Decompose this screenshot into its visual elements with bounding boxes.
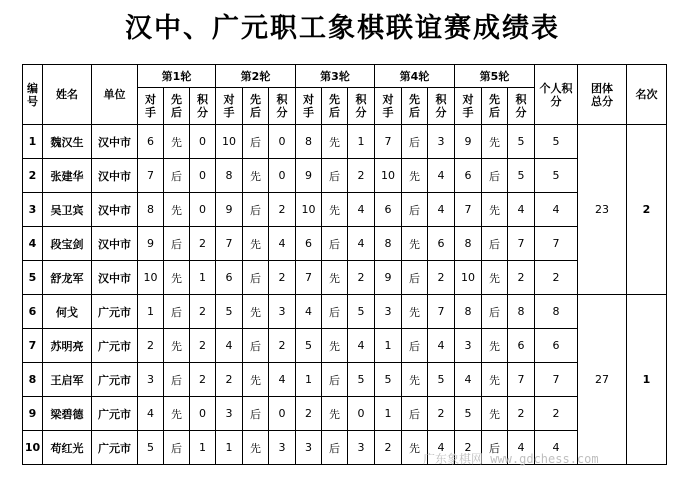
round-order: 后 xyxy=(164,295,190,329)
round-score: 2 xyxy=(508,397,535,431)
round-score: 2 xyxy=(190,227,216,261)
round-opponent: 9 xyxy=(375,261,402,295)
round-order: 先 xyxy=(322,193,348,227)
round-opponent: 10 xyxy=(138,261,164,295)
round-order: 先 xyxy=(322,261,348,295)
player-number: 6 xyxy=(23,295,43,329)
table-row xyxy=(23,329,667,363)
player-name: 梁碧德 xyxy=(43,397,92,431)
round-order: 后 xyxy=(402,193,428,227)
round-order: 先 xyxy=(164,193,190,227)
round-order: 先 xyxy=(243,363,269,397)
round-opponent: 8 xyxy=(216,159,243,193)
table-row xyxy=(23,295,667,329)
header-team: 团体总分 xyxy=(578,65,627,125)
round-score: 0 xyxy=(190,159,216,193)
round-score: 4 xyxy=(348,193,375,227)
round-score: 7 xyxy=(508,227,535,261)
round-opponent: 2 xyxy=(375,431,402,465)
player-unit: 汉中市 xyxy=(92,125,138,159)
round-opponent: 5 xyxy=(138,431,164,465)
round-opponent: 1 xyxy=(375,397,402,431)
header-score: 积分 xyxy=(269,88,296,125)
round-order: 先 xyxy=(243,295,269,329)
round-opponent: 5 xyxy=(216,295,243,329)
round-opponent: 7 xyxy=(375,125,402,159)
round-order: 后 xyxy=(322,431,348,465)
table-row xyxy=(23,159,667,193)
player-unit: 汉中市 xyxy=(92,227,138,261)
round-order: 后 xyxy=(164,431,190,465)
round-score: 6 xyxy=(428,227,455,261)
player-number: 5 xyxy=(23,261,43,295)
round-order: 先 xyxy=(482,397,508,431)
round-opponent: 3 xyxy=(296,431,322,465)
header-opp: 对手 xyxy=(138,88,164,125)
header-opp: 对手 xyxy=(296,88,322,125)
round-opponent: 8 xyxy=(296,125,322,159)
round-score: 4 xyxy=(428,193,455,227)
player-name: 苏明亮 xyxy=(43,329,92,363)
round-order: 后 xyxy=(402,397,428,431)
round-score: 2 xyxy=(428,261,455,295)
round-score: 2 xyxy=(190,363,216,397)
header-personal: 个人积分 xyxy=(535,65,578,125)
round-score: 3 xyxy=(428,125,455,159)
round-order: 先 xyxy=(322,329,348,363)
round-opponent: 4 xyxy=(296,295,322,329)
player-unit: 广元市 xyxy=(92,431,138,465)
round-score: 1 xyxy=(190,261,216,295)
round-opponent: 6 xyxy=(138,125,164,159)
round-opponent: 3 xyxy=(216,397,243,431)
round-score: 1 xyxy=(348,125,375,159)
round-order: 先 xyxy=(402,431,428,465)
header-round-1: 第1轮 xyxy=(138,65,216,88)
table-row xyxy=(23,227,667,261)
round-score: 5 xyxy=(428,363,455,397)
round-order: 先 xyxy=(243,159,269,193)
player-number: 8 xyxy=(23,363,43,397)
player-unit: 汉中市 xyxy=(92,159,138,193)
round-order: 后 xyxy=(243,193,269,227)
round-opponent: 4 xyxy=(216,329,243,363)
round-score: 4 xyxy=(348,329,375,363)
round-opponent: 10 xyxy=(455,261,482,295)
round-order: 后 xyxy=(482,431,508,465)
round-opponent: 3 xyxy=(375,295,402,329)
personal-score: 2 xyxy=(535,261,578,295)
header-order: 先后 xyxy=(243,88,269,125)
round-score: 2 xyxy=(190,329,216,363)
round-order: 先 xyxy=(164,397,190,431)
round-order: 先 xyxy=(164,125,190,159)
team-rank: 1 xyxy=(627,295,667,465)
round-opponent: 6 xyxy=(296,227,322,261)
round-opponent: 6 xyxy=(455,159,482,193)
round-score: 4 xyxy=(428,159,455,193)
round-opponent: 7 xyxy=(138,159,164,193)
player-unit: 广元市 xyxy=(92,329,138,363)
player-number: 7 xyxy=(23,329,43,363)
round-order: 先 xyxy=(482,363,508,397)
round-opponent: 1 xyxy=(375,329,402,363)
round-score: 5 xyxy=(508,159,535,193)
header-score: 积分 xyxy=(190,88,216,125)
round-score: 4 xyxy=(508,193,535,227)
round-order: 先 xyxy=(402,363,428,397)
watermark: 广东象棋网 www.gdchess.com xyxy=(423,452,599,466)
round-order: 后 xyxy=(243,329,269,363)
round-score: 7 xyxy=(428,295,455,329)
round-score: 0 xyxy=(269,397,296,431)
round-order: 后 xyxy=(164,227,190,261)
player-name: 吴卫宾 xyxy=(43,193,92,227)
round-order: 先 xyxy=(322,397,348,431)
player-name: 苟红光 xyxy=(43,431,92,465)
page-title: 汉中、广元职工象棋联谊赛成绩表 xyxy=(125,13,560,44)
table-row xyxy=(23,397,667,431)
player-unit: 广元市 xyxy=(92,397,138,431)
personal-score: 5 xyxy=(535,159,578,193)
player-number: 1 xyxy=(23,125,43,159)
round-opponent: 5 xyxy=(455,397,482,431)
player-number: 3 xyxy=(23,193,43,227)
round-order: 后 xyxy=(322,295,348,329)
header-order: 先后 xyxy=(322,88,348,125)
round-opponent: 2 xyxy=(138,329,164,363)
round-opponent: 5 xyxy=(296,329,322,363)
player-number: 4 xyxy=(23,227,43,261)
round-opponent: 2 xyxy=(216,363,243,397)
personal-score: 8 xyxy=(535,295,578,329)
round-order: 后 xyxy=(482,295,508,329)
round-opponent: 6 xyxy=(375,193,402,227)
round-order: 先 xyxy=(482,193,508,227)
player-name: 段宝剑 xyxy=(43,227,92,261)
round-opponent: 2 xyxy=(296,397,322,431)
team-total: 23 xyxy=(578,125,627,295)
round-order: 后 xyxy=(243,261,269,295)
round-score: 1 xyxy=(190,431,216,465)
round-score: 5 xyxy=(348,363,375,397)
player-number: 9 xyxy=(23,397,43,431)
round-score: 4 xyxy=(269,227,296,261)
round-opponent: 3 xyxy=(138,363,164,397)
header-opp: 对手 xyxy=(375,88,402,125)
round-score: 0 xyxy=(190,125,216,159)
round-order: 后 xyxy=(322,363,348,397)
round-score: 4 xyxy=(428,329,455,363)
round-opponent: 7 xyxy=(455,193,482,227)
round-order: 后 xyxy=(322,227,348,261)
round-opponent: 10 xyxy=(296,193,322,227)
round-opponent: 9 xyxy=(216,193,243,227)
round-opponent: 4 xyxy=(138,397,164,431)
header-order: 先后 xyxy=(402,88,428,125)
round-opponent: 4 xyxy=(455,363,482,397)
round-score: 2 xyxy=(269,261,296,295)
round-opponent: 1 xyxy=(296,363,322,397)
player-unit: 汉中市 xyxy=(92,261,138,295)
round-opponent: 8 xyxy=(138,193,164,227)
round-score: 5 xyxy=(508,125,535,159)
round-order: 后 xyxy=(482,159,508,193)
round-order: 先 xyxy=(322,125,348,159)
round-score: 4 xyxy=(508,431,535,465)
round-score: 2 xyxy=(428,397,455,431)
round-opponent: 9 xyxy=(138,227,164,261)
round-opponent: 6 xyxy=(216,261,243,295)
personal-score: 4 xyxy=(535,193,578,227)
round-order: 先 xyxy=(482,261,508,295)
round-opponent: 10 xyxy=(375,159,402,193)
round-score: 3 xyxy=(269,295,296,329)
round-score: 3 xyxy=(269,431,296,465)
personal-score: 6 xyxy=(535,329,578,363)
round-opponent: 10 xyxy=(216,125,243,159)
round-score: 8 xyxy=(508,295,535,329)
round-opponent: 7 xyxy=(296,261,322,295)
team-rank: 2 xyxy=(627,125,667,295)
round-score: 0 xyxy=(348,397,375,431)
round-score: 2 xyxy=(348,261,375,295)
round-order: 后 xyxy=(243,397,269,431)
round-order: 先 xyxy=(402,159,428,193)
round-opponent: 8 xyxy=(375,227,402,261)
round-score: 3 xyxy=(348,431,375,465)
header-round-2: 第2轮 xyxy=(216,65,296,88)
round-score: 7 xyxy=(508,363,535,397)
player-unit: 汉中市 xyxy=(92,193,138,227)
round-opponent: 1 xyxy=(216,431,243,465)
round-order: 先 xyxy=(402,227,428,261)
round-score: 4 xyxy=(269,363,296,397)
round-opponent: 3 xyxy=(455,329,482,363)
round-order: 后 xyxy=(482,227,508,261)
round-order: 后 xyxy=(164,363,190,397)
round-order: 先 xyxy=(243,227,269,261)
round-order: 先 xyxy=(164,329,190,363)
header-opp: 对手 xyxy=(455,88,482,125)
round-score: 6 xyxy=(508,329,535,363)
round-score: 0 xyxy=(190,193,216,227)
round-score: 4 xyxy=(428,431,455,465)
round-order: 先 xyxy=(402,295,428,329)
header-score: 积分 xyxy=(508,88,535,125)
header-round-4: 第4轮 xyxy=(375,65,455,88)
round-order: 后 xyxy=(402,261,428,295)
header-rank: 名次 xyxy=(627,65,667,125)
round-score: 5 xyxy=(348,295,375,329)
header-score: 积分 xyxy=(428,88,455,125)
round-score: 0 xyxy=(190,397,216,431)
team-total: 27 xyxy=(578,295,627,465)
round-order: 先 xyxy=(482,329,508,363)
header-opp: 对手 xyxy=(216,88,243,125)
header-num: 编号 xyxy=(23,65,43,125)
player-name: 魏汉生 xyxy=(43,125,92,159)
round-score: 0 xyxy=(269,125,296,159)
player-unit: 广元市 xyxy=(92,363,138,397)
round-order: 先 xyxy=(243,431,269,465)
header-order: 先后 xyxy=(164,88,190,125)
player-number: 10 xyxy=(23,431,43,465)
table-row xyxy=(23,261,667,295)
player-number: 2 xyxy=(23,159,43,193)
round-score: 0 xyxy=(269,159,296,193)
personal-score: 7 xyxy=(535,363,578,397)
table-row xyxy=(23,363,667,397)
round-score: 2 xyxy=(269,329,296,363)
player-name: 王启军 xyxy=(43,363,92,397)
personal-score: 7 xyxy=(535,227,578,261)
round-order: 先 xyxy=(164,261,190,295)
header-unit: 单位 xyxy=(92,65,138,125)
round-score: 2 xyxy=(348,159,375,193)
personal-score: 4 xyxy=(535,431,578,465)
table-row xyxy=(23,125,667,159)
round-opponent: 5 xyxy=(375,363,402,397)
round-score: 2 xyxy=(269,193,296,227)
round-opponent: 8 xyxy=(455,227,482,261)
header-name: 姓名 xyxy=(43,65,92,125)
header-score: 积分 xyxy=(348,88,375,125)
round-opponent: 9 xyxy=(296,159,322,193)
round-opponent: 7 xyxy=(216,227,243,261)
round-order: 先 xyxy=(482,125,508,159)
round-opponent: 1 xyxy=(138,295,164,329)
table-row xyxy=(23,193,667,227)
personal-score: 2 xyxy=(535,397,578,431)
round-order: 后 xyxy=(164,159,190,193)
player-name: 舒龙军 xyxy=(43,261,92,295)
round-order: 后 xyxy=(322,159,348,193)
header-order: 先后 xyxy=(482,88,508,125)
round-order: 后 xyxy=(243,125,269,159)
header-round-3: 第3轮 xyxy=(296,65,375,88)
round-order: 后 xyxy=(402,125,428,159)
round-opponent: 8 xyxy=(455,295,482,329)
player-unit: 广元市 xyxy=(92,295,138,329)
round-opponent: 2 xyxy=(455,431,482,465)
player-name: 张建华 xyxy=(43,159,92,193)
player-name: 何戈 xyxy=(43,295,92,329)
header-round-5: 第5轮 xyxy=(455,65,535,88)
personal-score: 5 xyxy=(535,125,578,159)
round-score: 4 xyxy=(348,227,375,261)
round-order: 后 xyxy=(402,329,428,363)
results-table xyxy=(22,64,667,465)
round-score: 2 xyxy=(508,261,535,295)
round-opponent: 9 xyxy=(455,125,482,159)
round-score: 2 xyxy=(190,295,216,329)
